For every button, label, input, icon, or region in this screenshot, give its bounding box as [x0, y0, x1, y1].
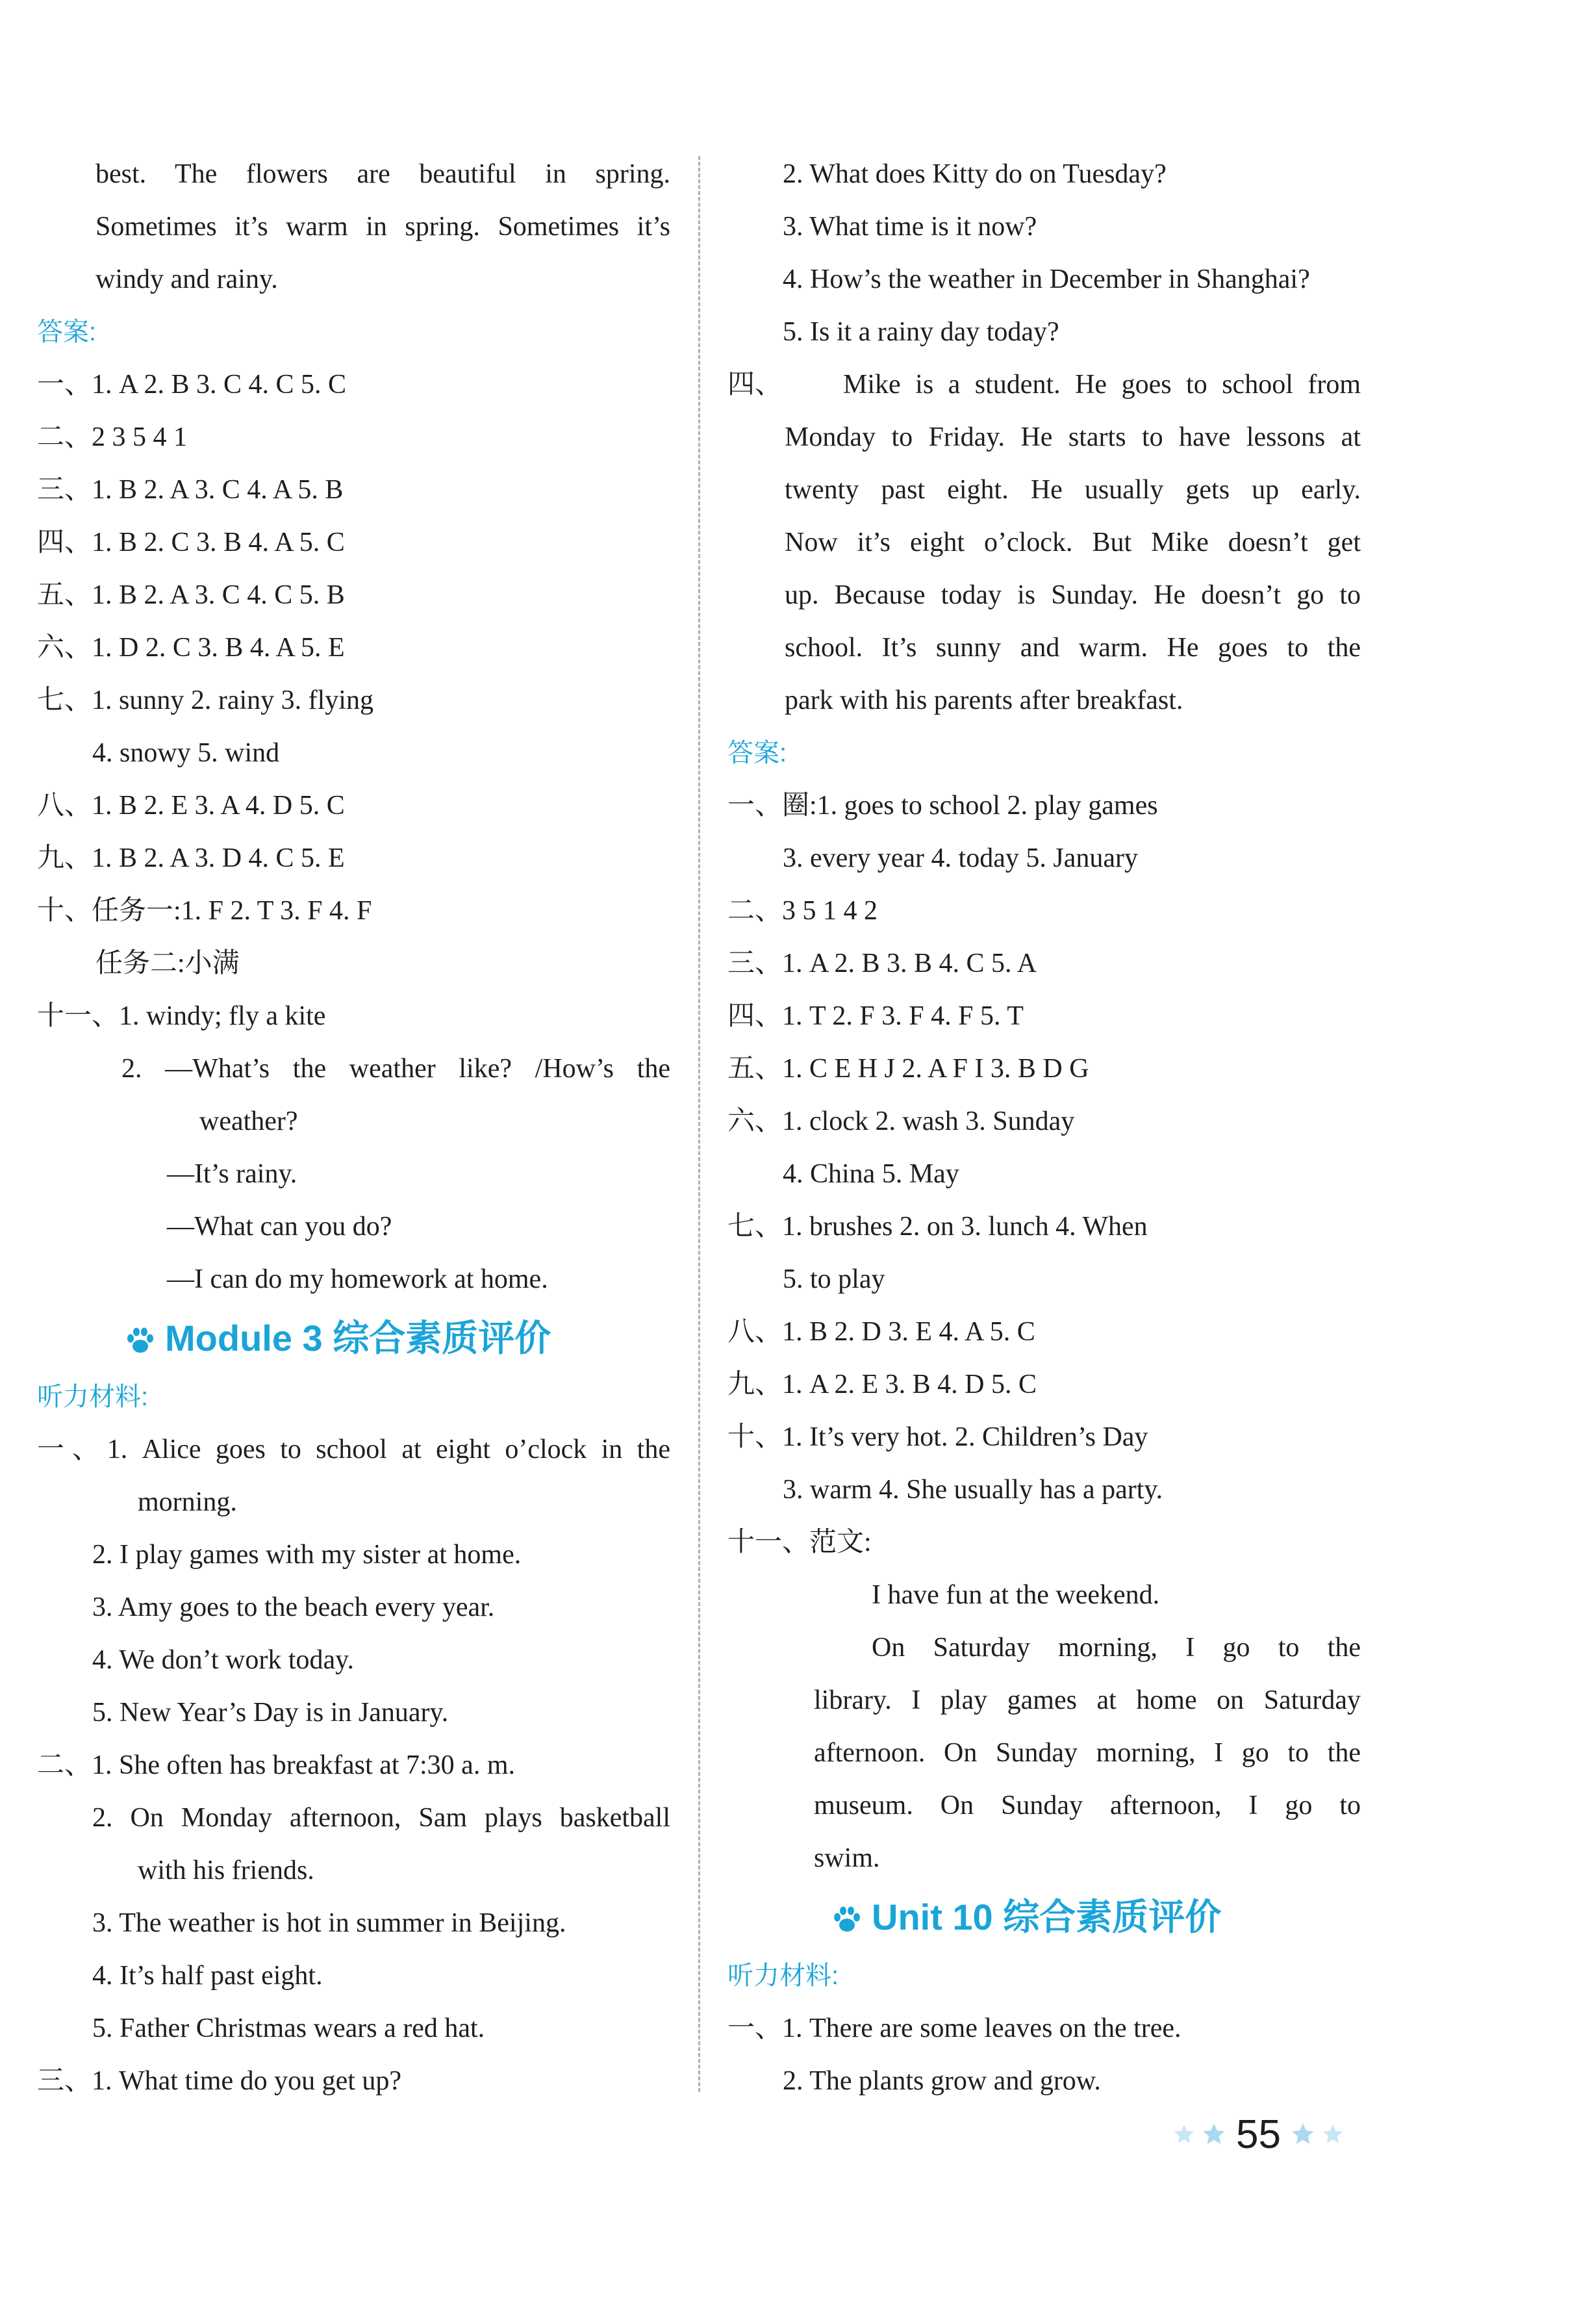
module-heading-text: Module 3 综合素质评价	[165, 1318, 551, 1359]
answer-line: 4. China 5. May	[783, 1159, 959, 1189]
answer-line: 5. to play	[783, 1264, 885, 1294]
answers-label: 答案:	[727, 739, 787, 767]
star-icon	[1321, 2123, 1345, 2146]
passage-line: Mike is a student. He goes to school from	[843, 370, 1361, 400]
answer-line: 三、1. A 2. B 3. B 4. C 5. A	[727, 949, 1037, 978]
listening-line: morning.	[138, 1487, 237, 1517]
passage-line: Now it’s eight o’clock. But Mike doesn’t get	[785, 528, 1361, 557]
listening-line: 3. Amy goes to the beach every year.	[92, 1592, 495, 1622]
intro-line: windy and rainy.	[95, 264, 278, 294]
answer-line: —I can do my homework at home.	[167, 1264, 548, 1294]
listening-line: 一、1. Alice goes to school at eight o’clock in the	[37, 1435, 670, 1464]
essay-title: I have fun at the weekend.	[872, 1580, 1160, 1610]
column-divider	[698, 156, 700, 2092]
answer-line: 一、1. A 2. B 3. C 4. C 5. C	[37, 370, 347, 400]
listening-line: 2. I play games with my sister at home.	[92, 1540, 522, 1570]
page-number: 55	[1236, 2112, 1281, 2157]
listening-line: 二、1. She often has breakfast at 7:30 a. m.	[37, 1750, 515, 1780]
answer-line: —It’s rainy.	[167, 1159, 297, 1189]
right-column	[727, 148, 1361, 2108]
essay-line: library. I play games at home on Saturday	[814, 1685, 1361, 1715]
answer-line: —What can you do?	[167, 1212, 392, 1242]
answer-line: 九、1. A 2. E 3. B 4. D 5. C	[727, 1370, 1037, 1399]
answer-line: 七、1. sunny 2. rainy 3. flying	[37, 685, 373, 715]
passage-line: up. Because today is Sunday. He doesn’t go to	[785, 580, 1361, 610]
listening-line: 三、1. What time do you get up?	[37, 2066, 402, 2096]
listening-line: 2. On Monday afternoon, Sam plays basketball	[92, 1803, 670, 1833]
listening-line: 一、1. There are some leaves on the tree.	[727, 2013, 1181, 2043]
star-icon	[1172, 2123, 1196, 2146]
answer-line: 任务二:小满	[95, 949, 240, 978]
listening-line: 5. Father Christmas wears a red hat.	[92, 2013, 485, 2043]
answer-line: 三、1. B 2. A 3. C 4. A 5. B	[37, 475, 344, 505]
answer-line: 七、1. brushes 2. on 3. lunch 4. When	[727, 1212, 1148, 1242]
paw-icon	[125, 1325, 156, 1357]
answer-line: 四、1. T 2. F 3. F 4. F 5. T	[727, 1001, 1024, 1031]
answer-line: 八、1. B 2. E 3. A 4. D 5. C	[37, 791, 345, 821]
listening-line: 2. The plants grow and grow.	[783, 2066, 1101, 2096]
star-icon	[1201, 2121, 1227, 2147]
question-line: 3. What time is it now?	[783, 212, 1037, 242]
answer-line: 二、3 5 1 4 2	[727, 896, 878, 926]
passage-line: school. It’s sunny and warm. He goes to the	[785, 633, 1361, 663]
answer-line: 2. —What’s the weather like? /How’s the	[121, 1054, 670, 1084]
passage-label: 四、	[727, 370, 783, 400]
section-heading	[37, 1306, 670, 1371]
essay-line: On Saturday morning, I go to the	[872, 1633, 1361, 1663]
listening-label: 听力材料:	[37, 1383, 149, 1411]
answer-line: 十、1. It’s very hot. 2. Children’s Day	[727, 1422, 1148, 1452]
listening-label: 听力材料:	[727, 1961, 839, 1990]
paw-icon	[831, 1904, 863, 1935]
passage-line: Monday to Friday. He starts to have lessons at	[785, 422, 1361, 452]
star-icon	[1290, 2121, 1316, 2147]
listening-line: 4. It’s half past eight.	[92, 1961, 323, 1991]
passage-line: twenty past eight. He usually gets up early.	[785, 475, 1361, 505]
intro-line: Sometimes it’s warm in spring. Sometimes it’s	[95, 212, 670, 242]
answer-line: 十一、1. windy; fly a kite	[37, 1001, 326, 1031]
answer-line: 四、1. B 2. C 3. B 4. A 5. C	[37, 528, 345, 557]
passage-first-line	[727, 359, 1361, 411]
essay-line: museum. On Sunday afternoon, I go to	[814, 1791, 1361, 1820]
answer-line: 十、任务一:1. F 2. T 3. F 4. F	[37, 896, 372, 926]
answer-line: 八、1. B 2. D 3. E 4. A 5. C	[727, 1317, 1035, 1347]
answer-line: 五、1. B 2. A 3. C 4. C 5. B	[37, 580, 345, 610]
listening-line: with his friends.	[138, 1856, 314, 1885]
answer-line: 3. every year 4. today 5. January	[783, 843, 1138, 873]
answer-line: 3. warm 4. She usually has a party.	[783, 1475, 1163, 1505]
answer-line: 4. snowy 5. wind	[92, 738, 280, 768]
answer-line: 二、2 3 5 4 1	[37, 422, 188, 452]
question-line: 2. What does Kitty do on Tuesday?	[783, 159, 1167, 189]
intro-line: best. The flowers are beautiful in spring.	[95, 159, 670, 189]
listening-line: 3. The weather is hot in summer in Beijing.	[92, 1908, 566, 1938]
listening-line: 4. We don’t work today.	[92, 1645, 354, 1675]
section-heading	[727, 1885, 1361, 1950]
answer-line: 五、1. C E H J 2. A F I 3. B D G	[727, 1054, 1089, 1084]
essay-line: swim.	[814, 1843, 880, 1873]
answer-line: 九、1. B 2. A 3. D 4. C 5. E	[37, 843, 345, 873]
question-line: 4. How’s the weather in December in Shanghai?	[783, 264, 1310, 294]
answer-line: 一、圈:1. goes to school 2. play games	[727, 791, 1158, 821]
answer-line: 十一、范文:	[727, 1527, 872, 1557]
answer-line: 六、1. D 2. C 3. B 4. A 5. E	[37, 633, 345, 663]
answer-line: 六、1. clock 2. wash 3. Sunday	[727, 1106, 1075, 1136]
answer-line: weather?	[199, 1106, 298, 1136]
page-number-footer	[1172, 2105, 1345, 2164]
listening-line: 5. New Year’s Day is in January.	[92, 1698, 449, 1728]
passage-line: park with his parents after breakfast.	[785, 685, 1183, 715]
answers-label: 答案:	[37, 318, 97, 346]
question-line: 5. Is it a rainy day today?	[783, 317, 1059, 347]
left-column	[37, 148, 670, 2108]
essay-line: afternoon. On Sunday morning, I go to the	[814, 1738, 1361, 1768]
unit-heading-text: Unit 10 综合素质评价	[872, 1896, 1222, 1937]
